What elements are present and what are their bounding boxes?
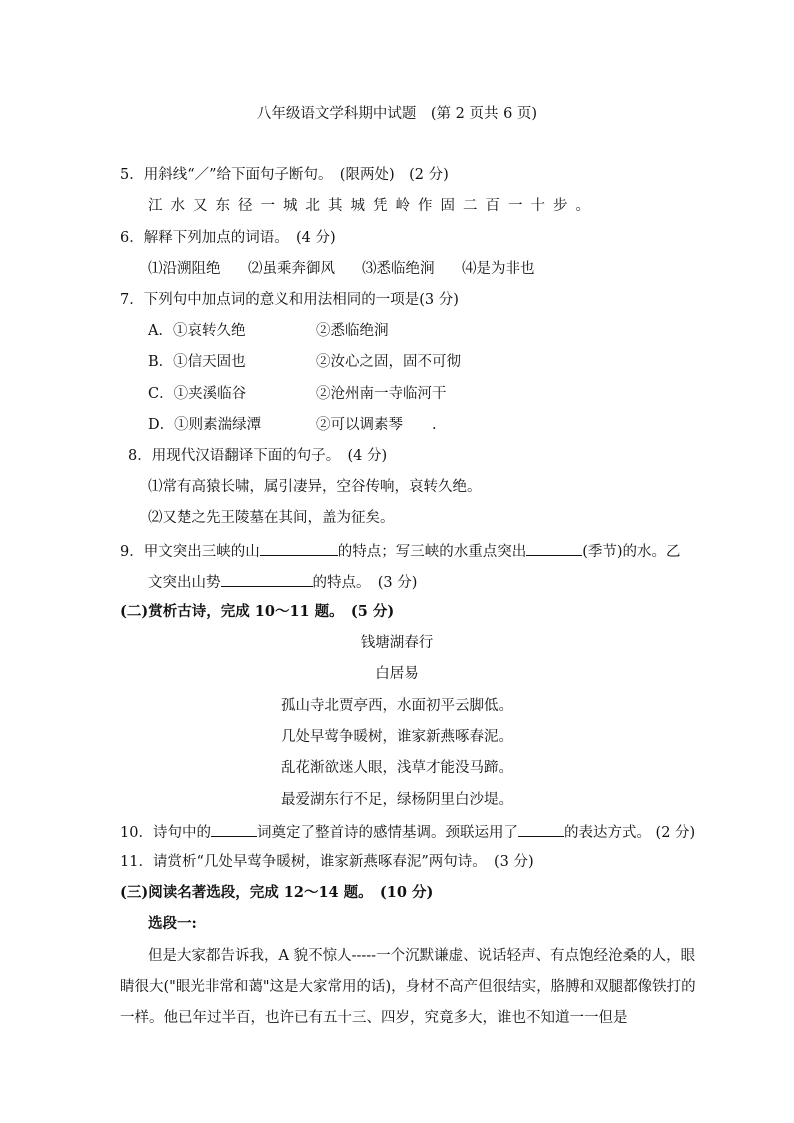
- section-3-heading: (三)阅读名著选段，完成 12～14 题。 (10 分): [120, 884, 434, 901]
- poem-line: 几处早莺争暖树，谁家新燕啄春泥。: [281, 729, 513, 745]
- question-10: [120, 821, 695, 843]
- question-9-text: 文突出山势: [148, 575, 221, 591]
- option-second-clause: ②汝心之固，固不可彻: [316, 354, 461, 370]
- poem-line: 最爱湖东行不足，绿杨阴里白沙堤。: [281, 792, 513, 808]
- question-9-text: (季节)的水。乙: [582, 544, 681, 560]
- option-first-clause: B．①信天固也: [148, 354, 246, 370]
- question-6-item: ⑴沿溯阻绝: [148, 261, 221, 277]
- poem-line: 孤山寺北贾亭西，水面初平云脚低。: [281, 698, 513, 714]
- question-10-text: 词奠定了整首诗的感情基调。颈联运用了: [256, 825, 518, 841]
- answer-blank[interactable]: [221, 571, 313, 587]
- page-header: 八年级语文学科期中试题 (第 2 页共 6 页): [256, 106, 538, 122]
- question-5: 5．用斜线“／”给下面句子断句。 (限两处) (2 分): [120, 167, 449, 183]
- excerpt-line: 一样。他已年过半百，也许已有五十三、四岁，究竟多大，谁也不知道一一但是: [120, 1010, 628, 1026]
- question-7-option-a: [148, 321, 389, 341]
- question-8-item: ⑵又楚之先王陵墓在其间，盖为征矣。: [148, 510, 395, 526]
- option-second-clause: ②沧州南一寺临河干: [316, 386, 447, 402]
- question-6-item: ⑶悉临绝涧: [362, 261, 435, 277]
- question-6-items: [148, 259, 535, 279]
- poem-title: 钱塘湖春行: [360, 635, 434, 651]
- question-7-option-d: [148, 415, 437, 435]
- answer-blank[interactable]: [211, 821, 257, 837]
- section-2-heading: (二)赏析古诗，完成 10～11 题。 (5 分): [120, 603, 395, 620]
- question-5-sentence: 江水又东径一城北其城凭岭作固二百一十步。: [148, 198, 598, 214]
- question-7: 7．下列句中加点词的意义和用法相同的一项是(3 分): [120, 292, 459, 308]
- answer-blank[interactable]: [526, 540, 582, 556]
- question-6-item: ⑷是为非也: [462, 261, 535, 277]
- option-first-clause: D．①则素湍绿潭: [148, 417, 262, 433]
- question-10-text: 的表达方式。 (2 分): [563, 825, 696, 841]
- question-6-item: ⑵虽乘奔御风: [248, 261, 335, 277]
- question-8: 8．用现代汉语翻译下面的句子。 (4 分): [128, 448, 388, 464]
- question-9-line-2: [148, 571, 417, 593]
- excerpt-heading: 选段一:: [148, 915, 197, 932]
- question-7-option-b: [148, 352, 461, 372]
- option-second-clause: ②可以调素琴 .: [316, 417, 437, 433]
- question-9-text: 9．甲文突出三峡的山: [120, 544, 260, 560]
- question-10-text: 10．诗句中的: [120, 825, 211, 841]
- question-9-line-1: [120, 540, 681, 562]
- poem-author: 白居易: [375, 666, 419, 682]
- question-11: 11．请赏析“几处早莺争暖树，谁家新燕啄春泥”两句诗。 (3 分): [120, 854, 534, 870]
- question-8-item: ⑴常有高猿长啸，属引凄异，空谷传响，哀转久绝。: [148, 479, 482, 495]
- question-7-option-c: [148, 384, 447, 404]
- answer-blank[interactable]: [518, 821, 564, 837]
- option-first-clause: A．①哀转久绝: [148, 323, 246, 339]
- excerpt-line: 但是大家都告诉我，A 貌不惊人-----一个沉默谦虚、说话轻声、有点饱经沧桑的人，眼: [148, 948, 696, 964]
- option-second-clause: ②悉临绝涧: [316, 323, 389, 339]
- option-first-clause: C．①夹溪临谷: [148, 386, 247, 402]
- question-6: 6．解释下列加点的词语。 (4 分): [120, 230, 336, 246]
- question-9-text: 的特点；写三峡的水重点突出: [337, 544, 527, 560]
- excerpt-line: 睛很大("眼光非常和蔼"这是大家常用的话)，身材不高产但很结实，胳膊和双腿都像铁打的: [120, 979, 696, 995]
- answer-blank[interactable]: [260, 540, 338, 556]
- question-9-text: 的特点。 (3 分): [312, 575, 418, 591]
- poem-line: 乱花渐欲迷人眼，浅草才能没马蹄。: [281, 760, 513, 776]
